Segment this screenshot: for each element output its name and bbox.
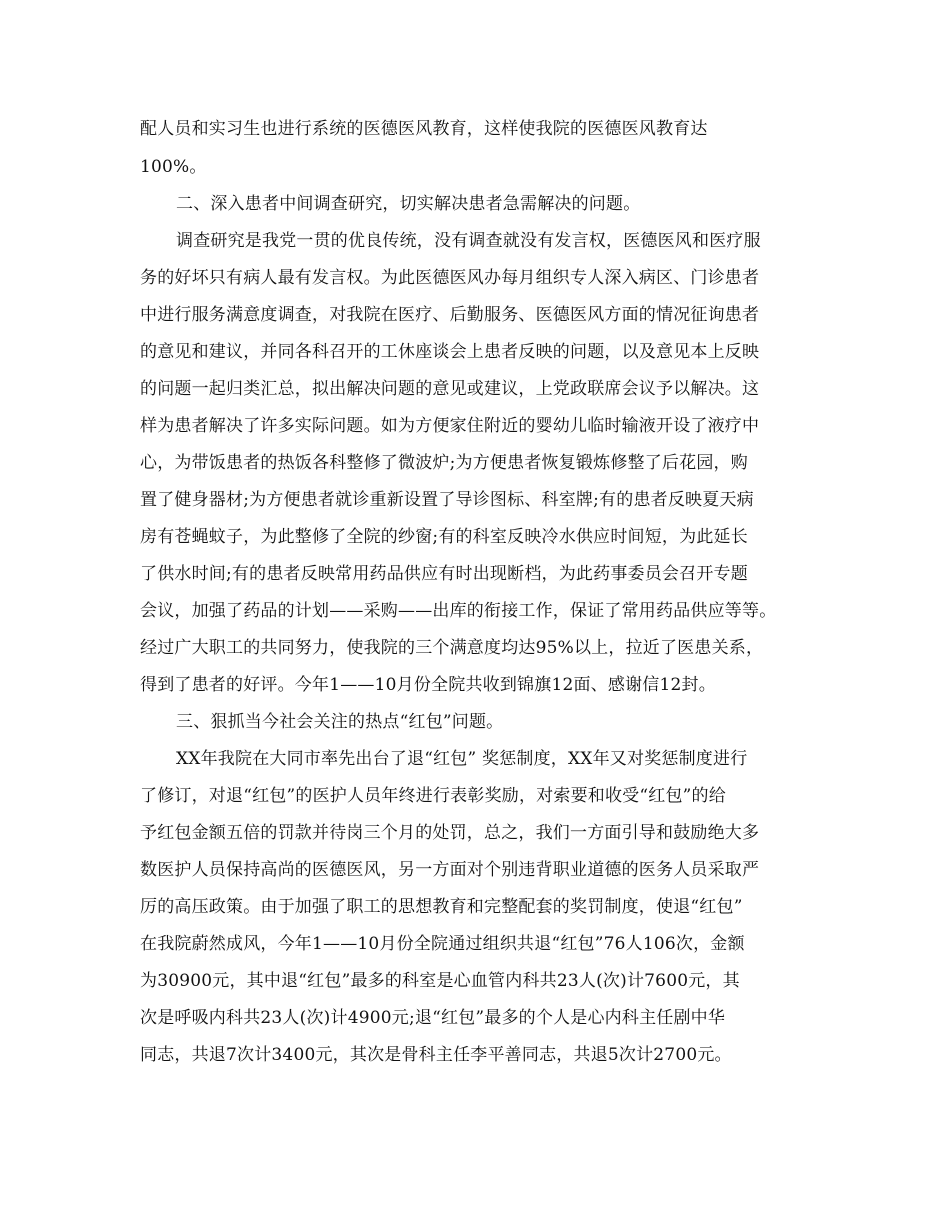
text-line: 了修订，对退“红包”的医护人员年终进行表彰奖励，对索要和收受“红包”的给 bbox=[140, 786, 726, 806]
text-line: XX年我院在大同市率先出台了退“红包” 奖惩制度，XX年又对奖惩制度进行 bbox=[176, 749, 748, 769]
section-heading: 三、狠抓当今社会关注的热点“红包”问题。 bbox=[176, 712, 504, 732]
text-line: 会议，加强了药品的计划——采购——出库的衔接工作，保证了常用药品供应等等。 bbox=[140, 601, 777, 621]
text-line: 心，为带饭患者的热饭各科整修了微波炉;为方便患者恢复锻炼修整了后花园，购 bbox=[140, 453, 748, 473]
text-line: 务的好坏只有病人最有发言权。为此医德医风办每月组织专人深入病区、门诊患者 bbox=[140, 268, 760, 288]
text-line: 100%。 bbox=[140, 157, 207, 177]
text-line: 的问题一起归类汇总，拟出解决问题的意见或建议，上党政联席会议予以解决。这 bbox=[140, 379, 760, 399]
text-line: 中进行服务满意度调查，对我院在医疗、后勤服务、医德医风方面的情况征询患者 bbox=[140, 305, 760, 325]
text-line: 次是呼吸内科共23人(次)计4900元;退“红包”最多的个人是心内科主任剧中华 bbox=[140, 1008, 726, 1028]
text-line: 同志，共退7次计3400元，其次是骨科主任李平善同志，共退5次计2700元。 bbox=[140, 1045, 732, 1065]
text-line: 样为患者解决了许多实际问题。如为方便家住附近的婴幼儿临时输液开设了液疗中 bbox=[140, 416, 760, 436]
text-line: 配人员和实习生也进行系统的医德医风教育，这样使我院的医德医风教育达 bbox=[140, 119, 708, 139]
text-line: 置了健身器材;为方便患者就诊重新设置了导诊图标、科室牌;有的患者反映夏天病 bbox=[140, 490, 754, 510]
text-line: 了供水时间;有的患者反映常用药品供应有时出现断档，为此药事委员会召开专题 bbox=[140, 564, 748, 584]
text-line: 予红包金额五倍的罚款并待岗三个月的处罚，总之，我们一方面引导和鼓励绝大多 bbox=[140, 823, 760, 843]
text-line: 得到了患者的好评。今年1——10月份全院共收到锦旗12面、感谢信12封。 bbox=[140, 675, 716, 695]
text-line: 房有苍蝇蚊子，为此整修了全院的纱窗;有的科室反映冷水供应时间短，为此延长 bbox=[140, 527, 748, 547]
section-heading: 二、深入患者中间调查研究，切实解决患者急需解决的问题。 bbox=[176, 194, 641, 214]
text-line: 厉的高压政策。由于加强了职工的思想教育和完整配套的奖罚制度，使退“红包” bbox=[140, 897, 743, 917]
text-line: 数医护人员保持高尚的医德医风，另一方面对个别违背职业道德的医务人员采取严 bbox=[140, 860, 760, 880]
text-line: 经过广大职工的共同努力，使我院的三个满意度均达95%以上，拉近了医患关系， bbox=[140, 638, 764, 658]
text-line: 的意见和建议，并同各科召开的工休座谈会上患者反映的问题，以及意见本上反映 bbox=[140, 342, 760, 362]
text-line: 调查研究是我党一贯的优良传统，没有调查就没有发言权，医德医风和医疗服 bbox=[176, 231, 761, 251]
text-line: 在我院蔚然成风，今年1——10月份全院通过组织共退“红包”76人106次，金额 bbox=[140, 934, 745, 954]
text-line: 为30900元，其中退“红包”最多的科室是心血管内科共23人(次)计7600元，其 bbox=[140, 971, 740, 991]
